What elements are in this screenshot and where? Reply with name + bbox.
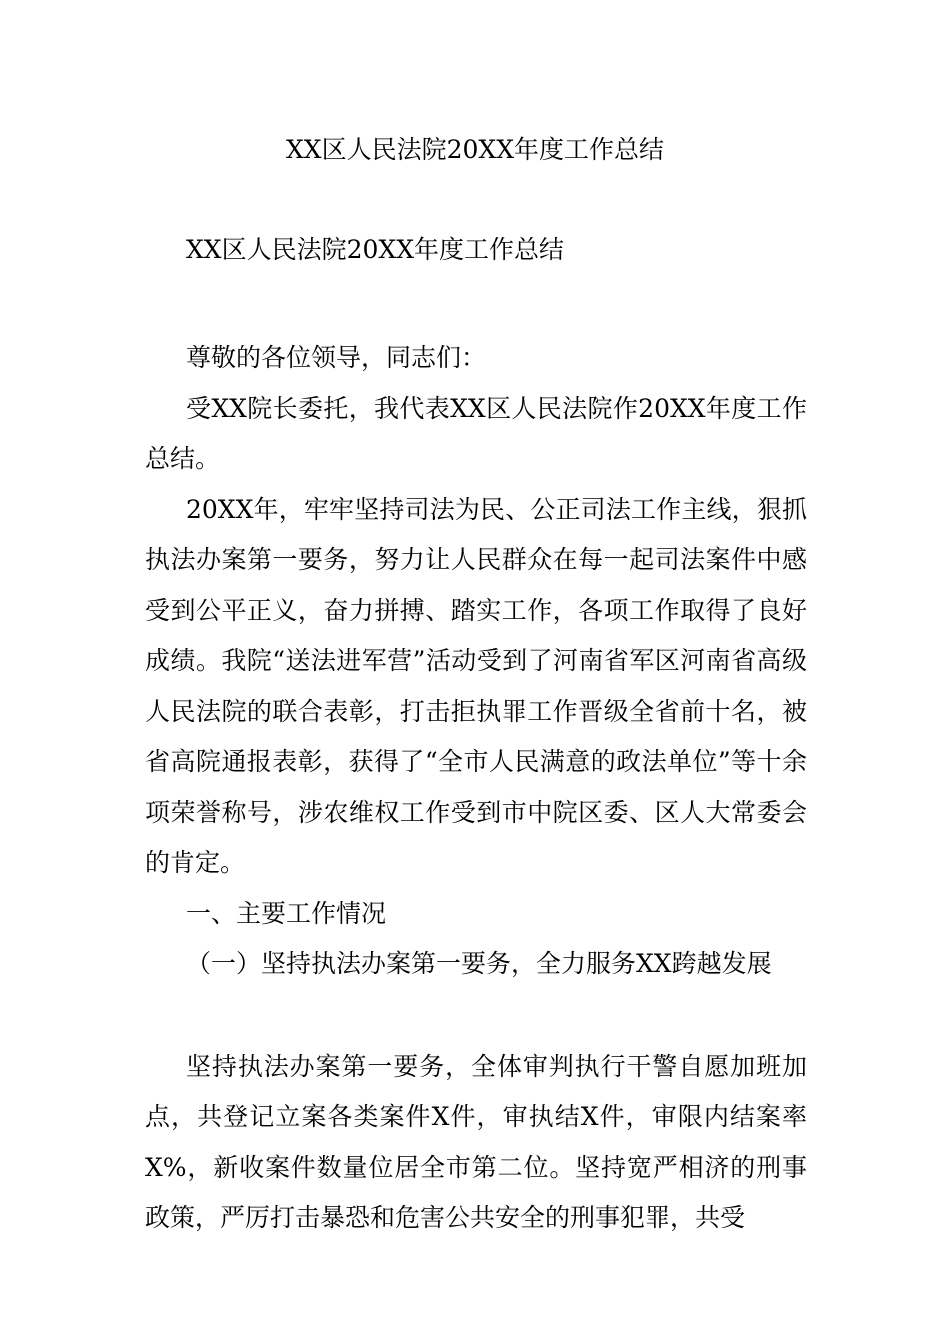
document-body — [145, 333, 807, 1244]
body-paragraph: 坚持执法办案第一要务，全体审判执行干警自愿加班加点，共登记立案各类案件X件，审执结X件，审限内结案率X%，新收案件数量位居全市第二位。坚持宽严相济的刑事政策，严厉打击暴恐和危害公共安全的刑事犯罪，共受 — [145, 1051, 807, 1232]
section-heading: 一、主要工作情况 — [186, 898, 387, 928]
intro-paragraph: 受XX院长委托，我代表XX区人民法院作20XX年度工作总结。 — [145, 393, 807, 473]
summary-paragraph: 20XX年，牢牢坚持司法为民、公正司法工作主线，狠抓执法办案第一要务，努力让人民群众在每一起司法案件中感受到公平正义，奋力拼搏、踏实工作，各项工作取得了良好成绩。我院“送法进军营”活动受到了河南省军区河南省高级人民法院的联合表彰，打击拒执罪工作晋级全省前十名，被省高院通报表彰，获得了“全市人民满意的政法单位”等十余项荣誉称号，涉农维权工作受到市中院区委、区人大常委会的肯定。 — [145, 494, 807, 877]
subsection-heading: （一）坚持执法办案第一要务，全力服务XX跨越发展 — [186, 949, 772, 978]
salutation-paragraph: 尊敬的各位领导，同志们： — [186, 343, 487, 372]
document-title: XX区人民法院20XX年度工作总结 — [285, 135, 664, 164]
document-subtitle: XX区人民法院20XX年度工作总结 — [186, 235, 565, 264]
